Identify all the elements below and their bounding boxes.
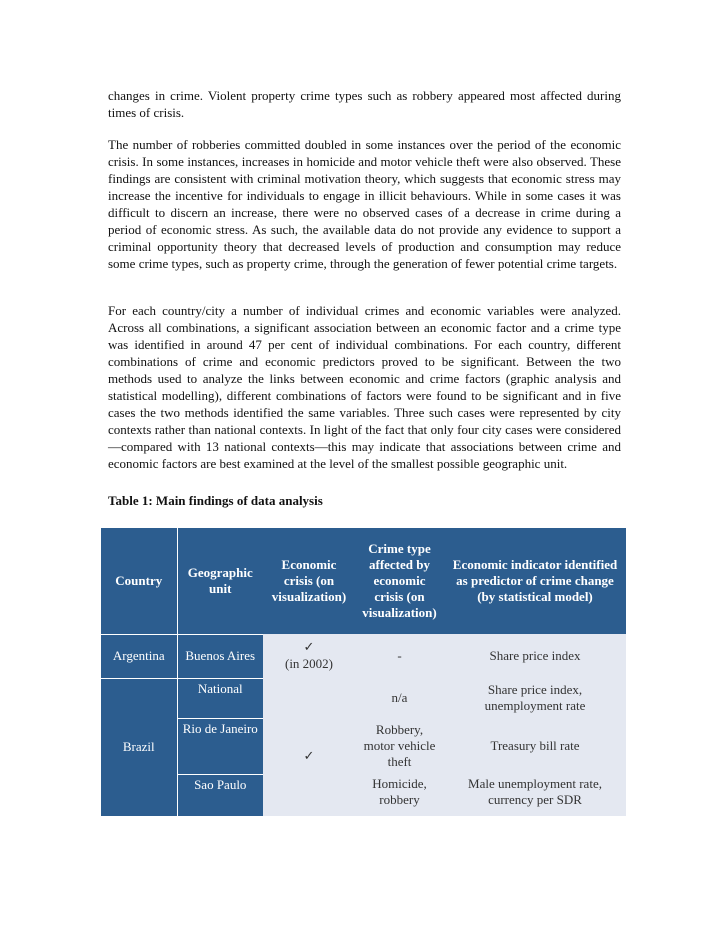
header-economic-crisis: Economic crisis (on visualization) xyxy=(263,528,355,634)
country-brazil: Brazil xyxy=(101,678,177,816)
header-economic-indicator: Economic indicator identified as predictor of crime change (by statistical model) xyxy=(444,528,626,634)
table-caption: Table 1: Main findings of data analysis xyxy=(108,493,323,508)
table-header-row xyxy=(101,528,626,634)
crime-rio: Robbery, motor vehicle theft xyxy=(355,718,444,774)
crisis-brazil xyxy=(263,678,355,816)
geo-national: National xyxy=(177,678,263,718)
table-row-brazil-sao-paulo xyxy=(101,774,626,816)
indicator-national: Share price index, unemployment rate xyxy=(444,678,626,718)
crime-argentina: - xyxy=(355,634,444,678)
header-geographic-unit: Geographic unit xyxy=(177,528,263,634)
geo-sao-paulo: Sao Paulo xyxy=(177,774,263,816)
crime-sao-paulo: Homicide, robbery xyxy=(355,774,444,816)
geo-rio-de-janeiro: Rio de Janeiro xyxy=(177,718,263,774)
table-row-brazil-national xyxy=(101,678,626,718)
crisis-note: (in 2002) xyxy=(284,656,334,671)
indicator-sao-paulo: Male unemployment rate, currency per SDR xyxy=(444,774,626,816)
country-argentina: Argentina xyxy=(101,634,177,678)
header-country: Country xyxy=(101,528,177,634)
indicator-argentina: Share price index xyxy=(444,634,626,678)
paragraph-2: The number of robberies committed doubled in some instances over the period of the economic crisis. In some instances, increases in homicide and motor vehicle theft were also observed. These findings are consistent with criminal motivation theory, which suggests that economic stress may increase the incentive for individuals to engage in illicit behaviours. While in some cases it was difficult to discern an increase, there were no observed cases of a decrease in crime during a period of economic stress. As such, the available data do not provide any evidence to support a criminal opportunity theory that decreased levels of production and consumption may reduce some crime types, such as property crime, through the generation of fewer potential crime targets. xyxy=(108,137,621,271)
findings-table xyxy=(101,528,627,816)
table-row-brazil-rio xyxy=(101,718,626,774)
paragraph-3: For each country/city a number of individual crimes and economic variables were analyzed. Across all combinations, a significant association between an economic factor and a crime type was identified in around 47 per cent of individual combinations. For each country, different combinations of crime and economic predictors proved to be significant. Between the two methods used to analyze the links between economic and crime factors (graphic analysis and statistical modelling), different combinations of factors were found to be significant and in five cases the two methods identified the same variables. Three such cases were represented by city contexts rather than national contexts. In light of the fact that only four city cases were considered—compared with 13 national contexts—this may indicate that associations between crime and economic factors are best examined at the level of the smallest possible geographic unit. xyxy=(108,303,621,471)
checkmark-icon: ✓ xyxy=(303,748,315,764)
crisis-argentina xyxy=(263,634,355,678)
indicator-rio: Treasury bill rate xyxy=(444,718,626,774)
checkmark-icon: ✓ xyxy=(303,640,315,655)
table-row-argentina xyxy=(101,634,626,678)
header-crime-type: Crime type affected by economic crisis (on visualization) xyxy=(355,528,444,634)
geo-buenos-aires: Buenos Aires xyxy=(177,634,263,678)
paragraph-1: changes in crime. Violent property crime types such as robbery appeared most affected during times of crisis. xyxy=(108,88,621,120)
crime-national: n/a xyxy=(355,678,444,718)
